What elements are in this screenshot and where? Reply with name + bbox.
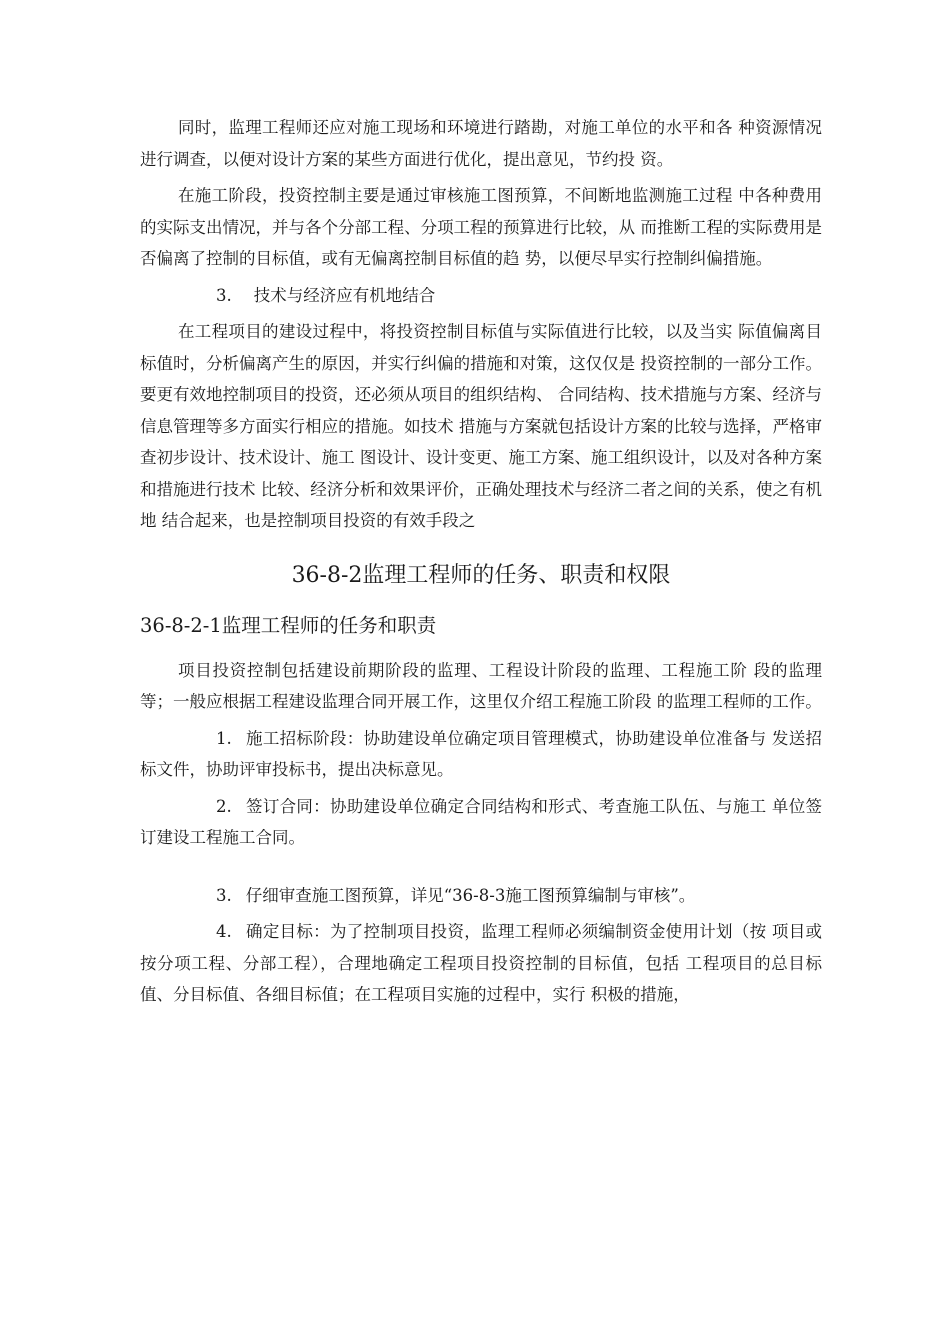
body-paragraph: 在工程项目的建设过程中，将投资控制目标值与实际值进行比较，以及当实 际值偏离目标值时，分析偏离产生的原因，并实行纠偏的措施和对策，这仅仅是 投资控制的一部分工作。要更有效地控制项目的投资，还必须从项目的组织结构、 合同结构、技术措施与方案、经济与信息管理等多方面实行相应的措施。如技术 措施与方案就包括设计方案的比较与选择，严格审查初步设计、技术设计、施工 图设计、设计变更、施工方案、施工组织设计，以及对各种方案和措施进行技术 比较、经济分析和效果评价，正确处理技术与经济二者之间的关系，使之有机地 结合起来，也是控制项目投资的有效手段之: [140, 322, 822, 530]
list-item: [140, 880, 822, 912]
body-paragraph: 在施工阶段，投资控制主要是通过审核施工图预算，不间断地监测施工过程 中各种费用的实际支出情况，并与各个分部工程、分项工程的预算进行比较，从 而推断工程的实际费用是否偏离了控制的目标值，或有无偏离控制目标值的趋 势，以便尽早实行控制纠偏措施。: [140, 186, 822, 268]
list-number: 3.: [216, 285, 232, 305]
subsection-title: 36-8-2-1监理工程师的任务和职责: [140, 613, 437, 637]
list-item: [140, 723, 822, 786]
list-item-text: 施工招标阶段：协助建设单位确定项目管理模式，协助建设单位准备与 发送招标文件，协助评审投标书，提出决标意见。: [140, 728, 822, 779]
list-item-text: 确定目标：为了控制项目投资，监理工程师必须编制资金使用计划（按 项目或按分项工程、分部工程），合理地确定工程项目投资控制的目标值，包括 工程项目的总目标值、分目标值、各细目标值；在工程项目实施的过程中，实行 积极的措施，: [140, 922, 822, 1004]
list-number: 2.: [216, 796, 232, 816]
list-item-heading: [140, 280, 822, 312]
list-item-text: 签订合同：协助建设单位确定合同结构和形式、考查施工队伍、与施工 单位签订建设工程施工合同。: [140, 796, 822, 847]
list-number: 4.: [216, 922, 232, 941]
list-heading-text: 技术与经济应有机地结合: [253, 285, 436, 305]
body-paragraph: 项目投资控制包括建设前期阶段的监理、工程设计阶段的监理、工程施工阶 段的监理等；一般应根据工程建设监理合同开展工作，这里仅介绍工程施工阶段 的监理工程师的工作。: [140, 660, 822, 711]
section-title: 36-8-2监理工程师的任务、职责和权限: [291, 562, 671, 588]
document-body: [140, 112, 822, 1016]
list-item-text: 仔细审查施工图预算，详见“36-8-3施工图预算编制与审核”。: [245, 885, 696, 905]
list-item: [140, 916, 822, 1011]
list-number: 1.: [216, 728, 232, 748]
list-item: [140, 791, 822, 854]
list-number: 3.: [216, 885, 232, 905]
body-paragraph: 同时，监理工程师还应对施工现场和环境进行踏勘，对施工单位的水平和各 种资源情况进行调查，以便对设计方案的某些方面进行优化，提出意见，节约投 资。: [140, 118, 822, 169]
